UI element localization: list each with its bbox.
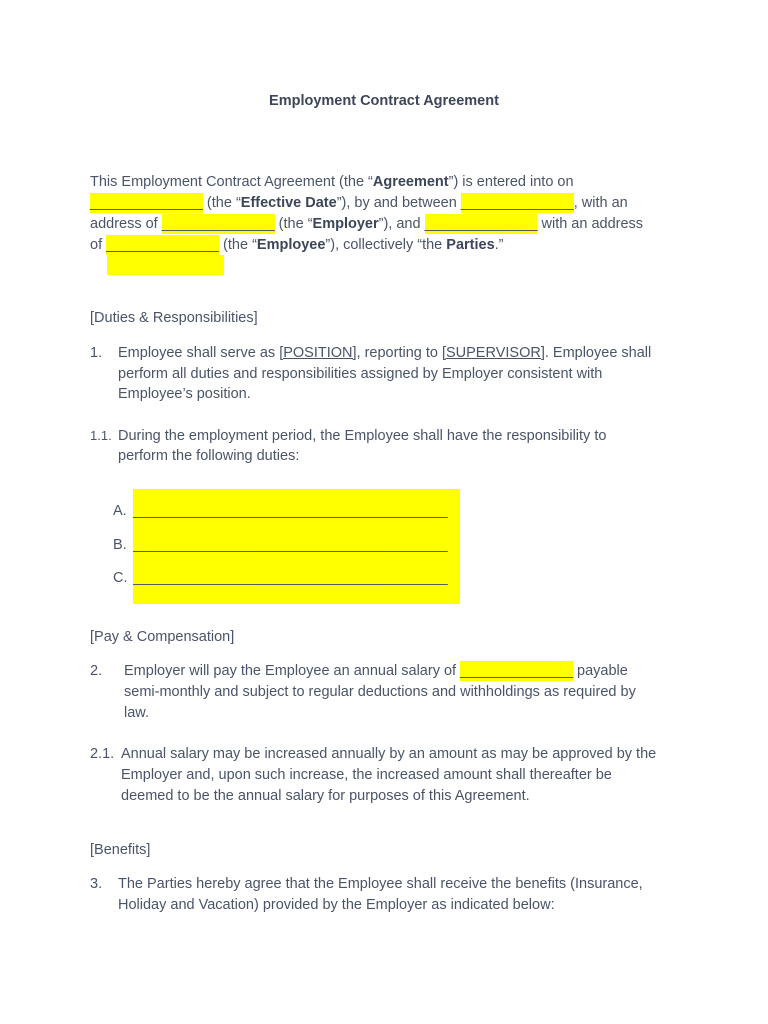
section-heading-benefits: [Benefits] — [90, 842, 151, 858]
clause-2-line-1: Employer will pay the Employee an annual salary of ______________ payable — [124, 663, 628, 679]
clause-number-1-1: 1.1. — [90, 428, 112, 443]
clause-3-line-1: The Parties hereby agree that the Employee shall receive the benefits (Insurance, — [118, 876, 643, 892]
intro-line-3: address of ______________ (the “Employer”), and ______________ with an address — [90, 216, 644, 232]
position-placeholder[interactable]: [POSITION] — [279, 345, 357, 361]
effective-date-term: Effective Date — [240, 195, 337, 211]
intro-line-4: of ______________ (the “Employee”), collectively “the Parties.” — [90, 237, 504, 253]
clause-number-2-1: 2.1. — [90, 746, 115, 762]
clause-1-1-line-2: perform the following duties: — [118, 448, 300, 464]
effective-date-blank[interactable]: ______________ — [90, 195, 203, 211]
clause-1-1-line-1: During the employment period, the Employee shall have the responsibility to — [118, 428, 607, 444]
clause-number-3: 3. — [90, 876, 103, 892]
employee-address-blank[interactable]: ______________ — [106, 237, 220, 253]
duty-item-c-blank[interactable]: _______________________________________ — [133, 570, 448, 586]
employee-term: Employee — [256, 237, 326, 253]
duty-item-a-label: A. — [113, 503, 127, 519]
clause-2-line-3: law. — [124, 705, 149, 721]
clause-3-line-2: Holiday and Vacation) provided by the Employer as indicated below: — [118, 897, 555, 913]
agreement-term: Agreement — [372, 174, 449, 190]
page-title: Employment Contract Agreement — [269, 93, 499, 109]
duty-item-b-label: B. — [113, 537, 127, 553]
clause-2-1-line-1: Annual salary may be increased annually by an amount as may be approved by the — [121, 746, 657, 762]
clause-1-line-3: Employee’s position. — [118, 386, 251, 402]
duty-item-a-blank[interactable]: _______________________________________ — [133, 503, 448, 519]
clause-1-line-1: Employee shall serve as [POSITION], reporting to [SUPERVISOR]. Employee shall — [118, 345, 652, 361]
section-heading-duties: [Duties & Responsibilities] — [90, 310, 258, 326]
employer-term: Employer — [312, 216, 379, 232]
employee-name-blank[interactable]: ______________ — [424, 216, 538, 232]
clause-1-line-2: perform all duties and responsibilities assigned by Employer consistent with — [118, 366, 603, 382]
supervisor-placeholder[interactable]: [SUPERVISOR] — [441, 345, 545, 361]
intro-line-1: This Employment Contract Agreement (the “Agreement”) is entered into on — [90, 174, 574, 190]
employee-address-highlight — [107, 255, 224, 275]
duty-item-c-label: C. — [113, 570, 128, 586]
employer-address-blank[interactable]: ______________ — [161, 216, 275, 232]
clause-number-1: 1. — [90, 345, 103, 361]
clause-2-1-line-3: deemed to be the annual salary for purposes of this Agreement. — [121, 788, 530, 804]
intro-line-2: ______________ (the “Effective Date”), by and between ______________, with an — [90, 195, 628, 211]
employer-name-blank[interactable]: ______________ — [460, 195, 574, 211]
duty-item-b-blank[interactable]: _______________________________________ — [133, 537, 448, 553]
clause-number-2: 2. — [90, 663, 103, 679]
parties-term: Parties — [446, 237, 495, 253]
section-heading-pay: [Pay & Compensation] — [90, 629, 235, 645]
annual-salary-blank[interactable]: ______________ — [460, 663, 573, 679]
clause-2-1-line-2: Employer and, upon such increase, the increased amount shall thereafter be — [121, 767, 612, 783]
clause-2-line-2: semi-monthly and subject to regular deductions and withholdings as required by — [124, 684, 636, 700]
